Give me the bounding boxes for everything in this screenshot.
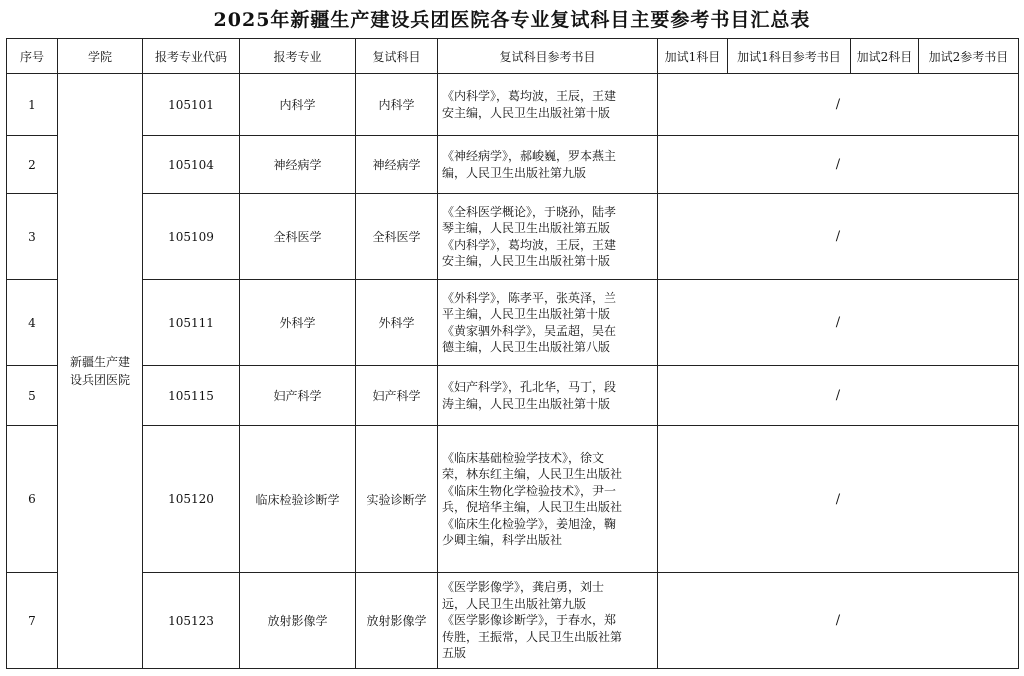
row-major: 外科学 <box>240 280 356 366</box>
row-major: 妇产科学 <box>240 366 356 426</box>
book-line: 安主编，人民卫生出版社第十版 <box>442 105 611 120</box>
header-code: 报考专业代码 <box>143 39 240 74</box>
row-seq: 6 <box>7 426 58 573</box>
row-subject: 神经病学 <box>356 136 438 194</box>
book-line: 《医学影像学》，龚启勇，刘士 <box>442 580 605 595</box>
header-extra1: 加试1科目 <box>658 39 728 74</box>
table-row <box>7 74 1019 136</box>
book-line: 荣，林东红主编，人民卫生出版社 <box>442 467 623 481</box>
book-line: 琴主编，人民卫生出版社第五版 <box>442 221 611 235</box>
row-major: 放射影像学 <box>240 573 356 669</box>
row-subject: 内科学 <box>356 74 438 136</box>
row-code: 105115 <box>143 366 240 426</box>
reference-book-table <box>6 38 1019 669</box>
row-books <box>438 194 658 280</box>
book-line: 平主编，人民卫生出版社第十版 <box>442 307 611 321</box>
header-extra2: 加试2科目 <box>851 39 919 74</box>
book-line: 兵，倪培华主编，人民卫生出版社 <box>442 500 623 514</box>
row-extra: / <box>658 280 1019 366</box>
book-line: 涛主编，人民卫生出版社第十版 <box>442 396 611 411</box>
row-code: 105109 <box>143 194 240 280</box>
header-seq: 序号 <box>7 39 58 74</box>
book-line: 《医学影像诊断学》，于春水，郑 <box>442 613 617 628</box>
row-books <box>438 74 658 136</box>
book-line: 《全科医学概论》，于晓孙，陆孝 <box>442 204 617 219</box>
book-line: 《黄家驷外科学》，吴孟超，吴在 <box>442 323 617 338</box>
row-seq: 4 <box>7 280 58 366</box>
row-extra: / <box>658 573 1019 669</box>
document-title: 2025年新疆生产建设兵团医院各专业复试科目主要参考书目汇总表 <box>213 9 811 31</box>
row-subject: 放射影像学 <box>356 573 438 669</box>
header-major: 报考专业 <box>240 39 356 74</box>
row-subject: 妇产科学 <box>356 366 438 426</box>
row-books <box>438 366 658 426</box>
header-subject: 复试科目 <box>356 39 438 74</box>
table-row <box>7 573 1019 669</box>
book-line: 安主编，人民卫生出版社第十版 <box>442 254 611 268</box>
row-seq: 3 <box>7 194 58 280</box>
header-extra2-books: 加试2参考书目 <box>919 39 1019 74</box>
row-seq: 7 <box>7 573 58 669</box>
row-subject: 实验诊断学 <box>356 426 438 573</box>
row-code: 105123 <box>143 573 240 669</box>
book-line: 《内科学》，葛均波，王辰，王建 <box>442 89 617 103</box>
row-seq: 5 <box>7 366 58 426</box>
table-row <box>7 426 1019 573</box>
table-row <box>7 136 1019 194</box>
row-extra: / <box>658 194 1019 280</box>
row-seq: 1 <box>7 74 58 136</box>
book-line: 《妇产科学》，孔北华，马丁，段 <box>442 380 617 394</box>
book-line: 《外科学》，陈孝平，张英泽，兰 <box>442 290 617 305</box>
row-code: 105104 <box>143 136 240 194</box>
row-books <box>438 573 658 669</box>
book-line: 《神经病学》，郝峻巍，罗本燕主 <box>442 149 617 163</box>
book-line: 五版 <box>442 646 467 661</box>
row-major: 神经病学 <box>240 136 356 194</box>
row-seq: 2 <box>7 136 58 194</box>
table-row <box>7 366 1019 426</box>
book-line: 编，人民卫生出版社第九版 <box>442 165 587 180</box>
college-line: 新疆生产建 <box>69 355 130 369</box>
book-line: 远，人民卫生出版社第九版 <box>442 596 587 611</box>
header-college: 学院 <box>58 39 143 74</box>
header-row <box>7 39 1019 74</box>
book-line: 《临床生化检验学》，姜旭淦，鞠 <box>442 516 617 531</box>
book-line: 德主编，人民卫生出版社第八版 <box>442 340 611 354</box>
row-major: 临床检验诊断学 <box>240 426 356 573</box>
college-cell <box>58 74 143 669</box>
row-code: 105101 <box>143 74 240 136</box>
book-line: 《临床生物化学检验技术》，尹一 <box>442 483 617 498</box>
row-extra: / <box>658 74 1019 136</box>
row-major: 内科学 <box>240 74 356 136</box>
row-code: 105111 <box>143 280 240 366</box>
row-extra: / <box>658 426 1019 573</box>
row-extra: / <box>658 136 1019 194</box>
book-line: 传胜，王振常，人民卫生出版社第 <box>442 629 623 644</box>
row-extra: / <box>658 366 1019 426</box>
row-subject: 外科学 <box>356 280 438 366</box>
header-books: 复试科目参考书目 <box>438 39 658 74</box>
book-line: 少卿主编，科学出版社 <box>442 533 563 547</box>
row-books <box>438 426 658 573</box>
header-extra1-books: 加试1科目参考书目 <box>728 39 851 74</box>
table-row <box>7 194 1019 280</box>
row-subject: 全科医学 <box>356 194 438 280</box>
row-major: 全科医学 <box>240 194 356 280</box>
row-books <box>438 280 658 366</box>
row-books <box>438 136 658 194</box>
college-line: 设兵团医院 <box>69 373 130 387</box>
book-line: 《临床基础检验学技术》，徐文 <box>442 450 605 465</box>
table-row <box>7 280 1019 366</box>
row-code: 105120 <box>143 426 240 573</box>
book-line: 《内科学》，葛均波，王辰，王建 <box>442 237 617 252</box>
